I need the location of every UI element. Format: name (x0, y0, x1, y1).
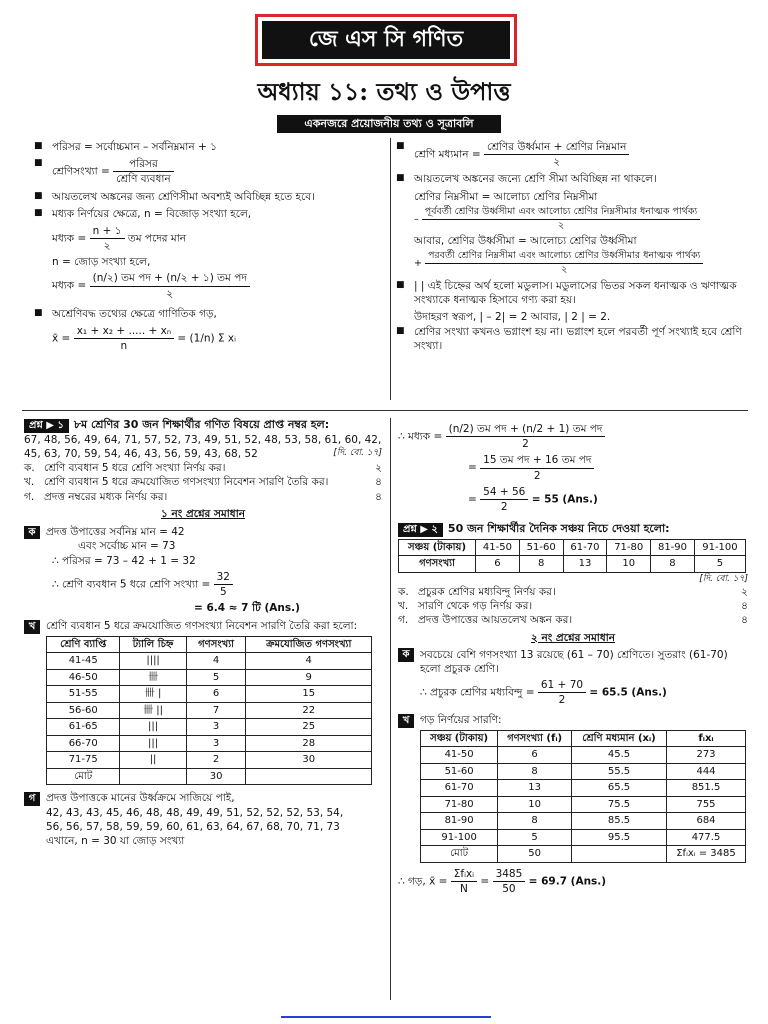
table-cell: 45.5 (572, 747, 667, 764)
class-count-formula: ■ শ্রেণিসংখ্যা = $\frac{\text{পরিসর}}{\text{শ্রেণি ব্যবধান}}$ (34, 157, 382, 186)
q1-part-kha: খ. শ্রেণি ব্যবধান 5 ধরে ক্রমযোজিত গণসংখ্যা নিবেশন সারণি তৈরি কর। ৪ (24, 476, 382, 489)
q1-tag: প্রশ্ন ▶ ১ (24, 419, 69, 433)
table-cell: 41-50 (476, 539, 520, 556)
q1-source: [দি. বো. ১৭] (333, 448, 382, 459)
book-title: জে এস সি গণিত (262, 21, 510, 59)
q2-part-ga: গ. প্রদত্ত উপাত্তের আয়তলেখ অঙ্কন কর। ৪ (398, 614, 748, 627)
non-contiguous-note: ■ আয়তলেখ অঙ্কনের জন্যে শ্রেণি সীমা অবিচ্ছিন্ন না থাকলে। (396, 172, 748, 186)
col-header: গণসংখ্যা (fᵢ) (498, 730, 572, 747)
lower-limit-formula: শ্রেণির নিম্নসীমা = আলোচ্য শ্রেণির নিম্নসীমা (414, 190, 598, 203)
table-cell: 41-45 (47, 653, 120, 670)
savings-frequency-table (398, 539, 746, 573)
q1-parts (24, 461, 382, 504)
midpoint-formula: ■ শ্রেণি মধ্যমান = $\frac{\text{শ্রেণির উর্ধ্বমান + শ্রেণির নিম্নমান}}{২}$ (396, 140, 748, 169)
class-fraction-note: ■ শ্রেণির সংখ্যা কখনও ভগ্নাংশ হয় না। ভগ্নাংশ হলে পরবর্তী পূর্ণ সংখ্যাই হবে শ্রেণি সংখ্যা। (396, 325, 748, 353)
col-header: ট্যালি চিহ্ন (120, 636, 186, 653)
table-row (47, 719, 372, 736)
col-header: সঞ্চয় (টাকায়) (421, 730, 498, 747)
chapter-title: অধ্যায় ১১: তথ্য ও উপাত্ত (257, 77, 511, 106)
table-row (47, 669, 372, 686)
q2-ka-solution: ক সবচেয়ে বেশি গণসংখ্যা 13 রয়েছে (61 – 70) শ্রেণিতে। সুতরাং (61-70) হলো প্রচুরক শ্রেণি। ∴ প্রচুরক শ্রেণির মধ্যবিন্দু = $\frac{61 + 70}{2}$ = 65.5 (Ans.) (398, 648, 748, 708)
table-cell: 46-50 (47, 669, 120, 686)
savings-class-row: সঞ্চয় (টাকায়) 41-50 51-60 61-70 71-80 81-90 91-100 (399, 539, 746, 556)
table-cell: 2 (186, 752, 246, 769)
q2-solution-title: ২ নং প্রশ্নের সমাধান (530, 631, 616, 644)
table-row (421, 829, 746, 846)
q2-parts (398, 585, 748, 628)
q2-kha-solution: খ গড় নির্ণয়ের সারণি: সঞ্চয় (টাকায়) গণসংখ্যা (fᵢ) শ্রেণি মধ্যমান (xᵢ) fᵢxᵢ 41-50 6 45.5 273 51-60 8 55.5 444 61-70 13 65.5 851.5 71-80 10 75.5 755 81-90 8 85.5 684 91-100 5 95.5 477.5 মোট 50 Σfᵢxᵢ = 3485 ∴ গড়, x̄ = $\frac{\text{Σfᵢxᵢ}}{N}$ = $\frac{3485}{50}$ = 69.7 (Ans.) (398, 713, 748, 896)
table-cell: 6 (498, 747, 572, 764)
lower-limit-fraction: – পূর্ববর্তী শ্রেণির উর্ধ্বসীমা এবং আলোচ্য শ্রেণির নিম্নসীমার ধনাত্মক পার্থক্য ২ (396, 206, 748, 233)
mean-intro: ■ অশ্রেণিবদ্ধ তথ্যের ক্ষেত্রে গাণিতিক গড়, (34, 307, 382, 321)
table-cell: 71-80 (421, 796, 498, 813)
table-row (421, 763, 746, 780)
table-cell: 71-75 (47, 752, 120, 769)
table-cell: 51-60 (421, 763, 498, 780)
upper-limit-formula: আবার, শ্রেণির উর্ধ্বসীমা = আলোচ্য শ্রেণির উর্ধ্বসীমা (414, 235, 637, 248)
table-row (47, 702, 372, 719)
table-cell: 61-70 (421, 780, 498, 797)
table-row (421, 796, 746, 813)
table-cell: 66-70 (47, 735, 120, 752)
savings-frequency-row: গণসংখ্যা 6 8 13 10 8 5 (399, 556, 746, 573)
book-title-banner (255, 14, 517, 66)
table-cell: 3 (186, 719, 246, 736)
histogram-note: ■ আয়তলেখ অঙ্কনের জন্য শ্রেণিসীমা অবশ্যই অবিচ্ছিন্ন হতে হবে। (34, 190, 382, 204)
table-cell: 13 (498, 780, 572, 797)
table-cell: 28 (246, 735, 372, 752)
table-cell: 6 (186, 686, 246, 703)
table-cell: 61-65 (47, 719, 120, 736)
col-header: গণসংখ্যা (186, 636, 246, 653)
right-question-column (398, 420, 748, 898)
table-cell: 91-100 (694, 539, 745, 556)
table-cell: 5 (694, 556, 745, 573)
table-row (421, 813, 746, 830)
median-even-formula: মধ্যক = $\frac{\text{(n/২) তম পদ + (n/২ + ১) তম পদ}}{২}$ (34, 271, 382, 300)
section-strip: একনজরে প্রয়োজনীয় তথ্য ও সূত্রাবলি (277, 115, 501, 133)
table-cell: 56-60 (47, 702, 120, 719)
table-cell: 卌 | (120, 686, 186, 703)
col-header: শ্রেণি ব্যাপ্তি (47, 636, 120, 653)
table-cell: 81-90 (651, 539, 695, 556)
table-cell: ||| (120, 719, 186, 736)
formulas-left (34, 140, 382, 355)
q2-heading: প্রশ্ন ▶ ২ 50 জন শিক্ষার্থীর দৈনিক সঞ্চয় নিচে দেওয়া হলো: (398, 522, 748, 537)
table-cell: 4 (186, 653, 246, 670)
question-column-divider (390, 418, 391, 1000)
formulas-right (396, 140, 748, 356)
table-cell: ||| (120, 735, 186, 752)
table-cell: 71-80 (607, 539, 651, 556)
table-cell: 273 (667, 747, 746, 764)
table-cell: 61-70 (563, 539, 607, 556)
q1-ka-solution: ক প্রদত্ত উপাত্তের সর্বনিম্ন মান = 42 এবং সর্বোচ্চ মান = 73 ∴ পরিসর = 73 – 42 + 1 = 32 ∴ শ্রেণি ব্যবধান 5 ধরে শ্রেণি সংখ্যা = $\frac{32}{5}$ = 6.4 ≈ 7 টি (Ans.) (24, 525, 382, 615)
table-cell: 51-60 (519, 539, 563, 556)
table-cell: 55.5 (572, 763, 667, 780)
table-cell: 30 (246, 752, 372, 769)
mean-formula: x̄ = $\frac{\text{x₁ + x₂ + ..... + xₙ}}{n}$ = (1/n) Σ xᵢ (52, 324, 237, 353)
formula-column-divider (390, 138, 391, 400)
mean-total-row: মোট 50 Σfᵢxᵢ = 3485 (421, 846, 746, 863)
table-cell: 81-90 (421, 813, 498, 830)
q1-median-step-3: = $\frac{54 + 56}{2}$ = 55 (Ans.) (468, 485, 598, 513)
col-header: fᵢxᵢ (667, 730, 746, 747)
q2-part-ka: ক. প্রচুরক শ্রেণির মধ্যবিন্দু নির্ণয় কর। ২ (398, 586, 748, 599)
q2-part-kha: খ. সারণি থেকে গড় নির্ণয় কর। ৪ (398, 600, 748, 613)
median-even-intro: n = জোড় সংখ্যা হলে, (52, 256, 151, 269)
table-cell: 444 (667, 763, 746, 780)
table-cell: 477.5 (667, 829, 746, 846)
table-row (421, 747, 746, 764)
table-cell: 8 (519, 556, 563, 573)
table-cell: 5 (498, 829, 572, 846)
table-cell: 10 (498, 796, 572, 813)
table-cell: 8 (498, 813, 572, 830)
modulus-note: ■ | | এই চিহ্নের অর্থ হলো মডুলাস। মডুলাসের ভিতর সকল ধনাত্মক ও ঋণাত্মক সংখ্যাকে ধনাত্মক হিসাবে গণ্য করা হয়। (396, 279, 748, 307)
table-cell: 91-100 (421, 829, 498, 846)
table-cell: 卌 (120, 669, 186, 686)
q1-heading: প্রশ্ন ▶ ১ ৮ম শ্রেণির 30 জন শিক্ষার্থীর গণিত বিষয়ে প্রাপ্ত নম্বর হল: (24, 418, 382, 433)
table-cell: 22 (246, 702, 372, 719)
table-row (421, 780, 746, 797)
class-count-fraction: $\frac{\text{পরিসর}}{\text{শ্রেণি ব্যবধান}}$ (113, 157, 174, 186)
q1-median-step-1: ∴ মধ্যক = $\frac{\text{(n/2) তম পদ + (n/2 + 1) তম পদ}}{2}$ (398, 422, 748, 451)
table-cell: 10 (607, 556, 651, 573)
table-cell: 851.5 (667, 780, 746, 797)
table-cell: 13 (563, 556, 607, 573)
table-cell: 6 (476, 556, 520, 573)
modulus-example: উদাহরণ স্বরূপ, | – 2| = 2 আবার, | 2 | = 2. (414, 311, 611, 324)
table-cell: 75.5 (572, 796, 667, 813)
table-cell: 684 (667, 813, 746, 830)
table-row (47, 735, 372, 752)
table-cell: 65.5 (572, 780, 667, 797)
table-cell: 9 (246, 669, 372, 686)
table-row (47, 752, 372, 769)
table-cell: 3 (186, 735, 246, 752)
median-odd-intro: ■ মধ্যক নির্ণয়ের ক্ষেত্রে, n = বিজোড় সংখ্যা হলে, (34, 207, 382, 221)
table-cell: 4 (246, 653, 372, 670)
q1-data-line-2: 45, 63, 70, 59, 54, 46, 43, 56, 59, 43, 68, 52 (24, 448, 258, 461)
col-header: শ্রেণি মধ্যমান (xᵢ) (572, 730, 667, 747)
table-cell: 卌 || (120, 702, 186, 719)
q2-tag: প্রশ্ন ▶ ২ (398, 523, 443, 537)
q1-kha-solution: খ শ্রেণি ব্যবধান 5 ধরে ক্রমযোজিত গণসংখ্যা নিবেশন সারণি তৈরি করা হলো: শ্রেণি ব্যাপ্তি ট্যালি চিহ্ন গণসংখ্যা ক্রমযোজিত গণসংখ্যা 41-45 |||| 4 4 46-50 卌 5 9 51-55 卌 | 6 15 56-60 卌 || 7 22 61-65 ||| 3 25 66-70 ||| 3 28 71-75 || 2 30 মোট 30 (24, 619, 382, 785)
table-cell: 25 (246, 719, 372, 736)
q2-source: [দি. বো. ১৭] (699, 573, 748, 584)
range-formula: ■ পরিসর = সর্বোচ্চমান – সর্বনিম্নমান + ১ (34, 140, 382, 154)
mean-calculation-table (420, 730, 746, 863)
q1-median-step-2: = $\frac{\text{15 তম পদ + 16 তম পদ}}{2}$ (398, 453, 748, 482)
q1-data-line-1: 67, 48, 56, 49, 64, 71, 57, 52, 73, 49, 51, 52, 48, 53, 58, 61, 60, 42, (24, 433, 382, 446)
col-header: ক্রমযোজিত গণসংখ্যা (246, 636, 372, 653)
table-cell: 15 (246, 686, 372, 703)
q2-mean-result: ∴ গড়, x̄ = $\frac{\text{Σfᵢxᵢ}}{N}$ = $\frac{3485}{50}$ = 69.7 (Ans.) (398, 867, 607, 896)
table-cell: 8 (498, 763, 572, 780)
table-cell: 7 (186, 702, 246, 719)
table-cell: |||| (120, 653, 186, 670)
q1-solution-title: ১ নং প্রশ্নের সমাধান (160, 507, 245, 520)
cumulative-frequency-table (46, 636, 372, 786)
table-cell: 41-50 (421, 747, 498, 764)
table-cell: 95.5 (572, 829, 667, 846)
page-footer-line (281, 1016, 491, 1018)
table-row (47, 653, 372, 670)
table-cell: 85.5 (572, 813, 667, 830)
table-row (47, 686, 372, 703)
upper-limit-fraction: + পরবর্তী শ্রেণির নিম্নসীমা এবং আলোচ্য শ্রেণির উর্ধ্বসীমার ধনাত্মক পার্থক্য ২ (396, 250, 748, 277)
q1-part-ka: ক. শ্রেণি ব্যবধান 5 ধরে শ্রেণি সংখ্যা নির্ণয় কর। ২ (24, 462, 382, 475)
table-cell: 51-55 (47, 686, 120, 703)
q1-ga-solution: গ প্রদত্ত উপাত্তকে মানের উর্ধ্বক্রমে সাজিয়ে পাই, 42, 43, 43, 45, 46, 48, 48, 49, 49, 51, 52, 52, 52, 53, 54, 56, 56, 57, 58, 59, 59, 60, 61, 63, 64, 67, 68, 70, 71, 73 এখানে, n = 30 যা জোড় সংখ্যা (24, 791, 382, 848)
q1-part-ga: গ. প্রদত্ত নম্বরের মধ্যক নির্ণয় কর। ৪ (24, 490, 382, 503)
section-divider (22, 410, 748, 411)
table-total-row: মোট 30 (47, 768, 372, 785)
median-odd-formula: মধ্যক = $\frac{n + ১}{২}$ তম পদের মান (52, 224, 187, 253)
table-cell: 755 (667, 796, 746, 813)
question-1 (24, 418, 382, 848)
table-cell: 5 (186, 669, 246, 686)
table-cell: || (120, 752, 186, 769)
table-cell: 8 (651, 556, 695, 573)
